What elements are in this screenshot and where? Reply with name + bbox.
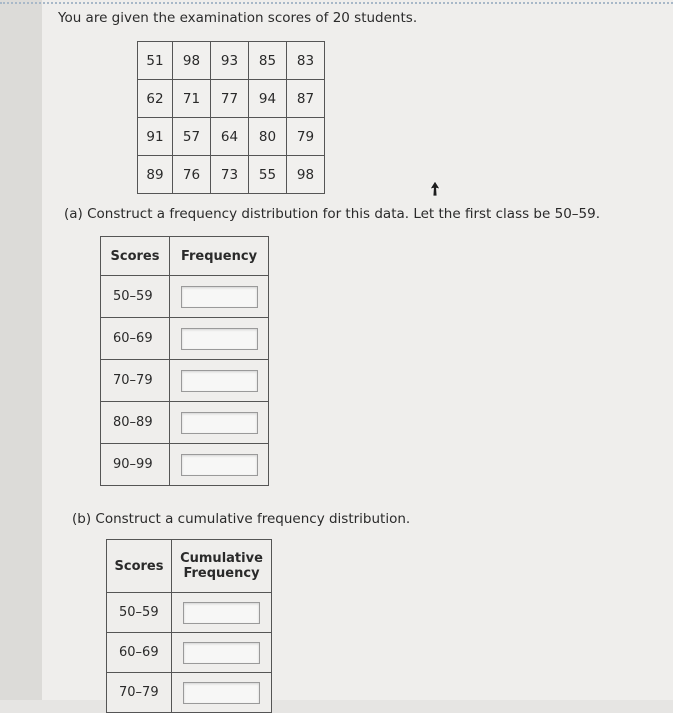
- class-label: 70–79: [107, 673, 172, 713]
- class-label: 90–99: [101, 444, 170, 486]
- cumulative-frequency-cell: [172, 593, 272, 633]
- table-row: [107, 593, 272, 633]
- table-header-row: [107, 540, 272, 593]
- mouse-pointer-icon: [428, 180, 442, 198]
- score-cell: 98: [287, 156, 325, 194]
- class-label: 50–59: [101, 276, 170, 318]
- table-row: [107, 633, 272, 673]
- top-dotted-border: [0, 2, 673, 4]
- score-cell: 71: [173, 80, 211, 118]
- score-cell: 85: [249, 42, 287, 80]
- question-intro: You are given the examination scores of 20 students.: [58, 10, 418, 26]
- score-cell: 62: [138, 80, 173, 118]
- score-cell: 89: [138, 156, 173, 194]
- score-cell: 64: [211, 118, 249, 156]
- table-row: [101, 318, 269, 360]
- frequency-input-90-99[interactable]: [181, 454, 258, 476]
- score-cell: 55: [249, 156, 287, 194]
- class-label: 50–59: [107, 593, 172, 633]
- part-a-prompt: (a) Construct a frequency distribution for this data. Let the first class be 50–59.: [64, 206, 600, 222]
- header-line: Cumulative: [180, 551, 263, 566]
- table-row: [101, 402, 269, 444]
- frequency-input-70-79[interactable]: [181, 370, 258, 392]
- table-row: [101, 276, 269, 318]
- cumulative-frequency-cell: [172, 673, 272, 713]
- scores-row: [138, 118, 325, 156]
- cumulative-input-50-59[interactable]: [183, 602, 260, 624]
- frequency-input-80-89[interactable]: [181, 412, 258, 434]
- score-cell: 98: [173, 42, 211, 80]
- scores-column-header: Scores: [107, 540, 172, 593]
- class-label: 80–89: [101, 402, 170, 444]
- scores-row: [138, 80, 325, 118]
- class-label: 70–79: [101, 360, 170, 402]
- frequency-column-header: Frequency: [170, 237, 269, 276]
- cumulative-frequency-cell: [172, 633, 272, 673]
- header-line: Frequency: [183, 566, 260, 581]
- score-cell: 93: [211, 42, 249, 80]
- frequency-input-50-59[interactable]: [181, 286, 258, 308]
- frequency-cell: [170, 360, 269, 402]
- frequency-cell: [170, 276, 269, 318]
- part-b-prompt: (b) Construct a cumulative frequency distribution.: [72, 511, 411, 527]
- score-cell: 73: [211, 156, 249, 194]
- table-row: [101, 360, 269, 402]
- cumulative-input-60-69[interactable]: [183, 642, 260, 664]
- frequency-cell: [170, 318, 269, 360]
- score-cell: 80: [249, 118, 287, 156]
- table-row: [101, 444, 269, 486]
- scores-row: [138, 42, 325, 80]
- score-cell: 79: [287, 118, 325, 156]
- scores-row: [138, 156, 325, 194]
- frequency-input-60-69[interactable]: [181, 328, 258, 350]
- table-row: [107, 673, 272, 713]
- frequency-table: [100, 236, 269, 486]
- score-cell: 87: [287, 80, 325, 118]
- score-cell: 51: [138, 42, 173, 80]
- cumulative-frequency-table: [106, 539, 272, 713]
- table-header-row: [101, 237, 269, 276]
- frequency-cell: [170, 402, 269, 444]
- class-label: 60–69: [107, 633, 172, 673]
- scores-table: [137, 41, 325, 194]
- left-margin-strip: [0, 0, 42, 700]
- cumulative-input-70-79[interactable]: [183, 682, 260, 704]
- score-cell: 91: [138, 118, 173, 156]
- frequency-cell: [170, 444, 269, 486]
- score-cell: 94: [249, 80, 287, 118]
- scores-column-header: Scores: [101, 237, 170, 276]
- score-cell: 77: [211, 80, 249, 118]
- score-cell: 76: [173, 156, 211, 194]
- score-cell: 83: [287, 42, 325, 80]
- class-label: 60–69: [101, 318, 170, 360]
- cumulative-frequency-column-header: [172, 540, 272, 593]
- score-cell: 57: [173, 118, 211, 156]
